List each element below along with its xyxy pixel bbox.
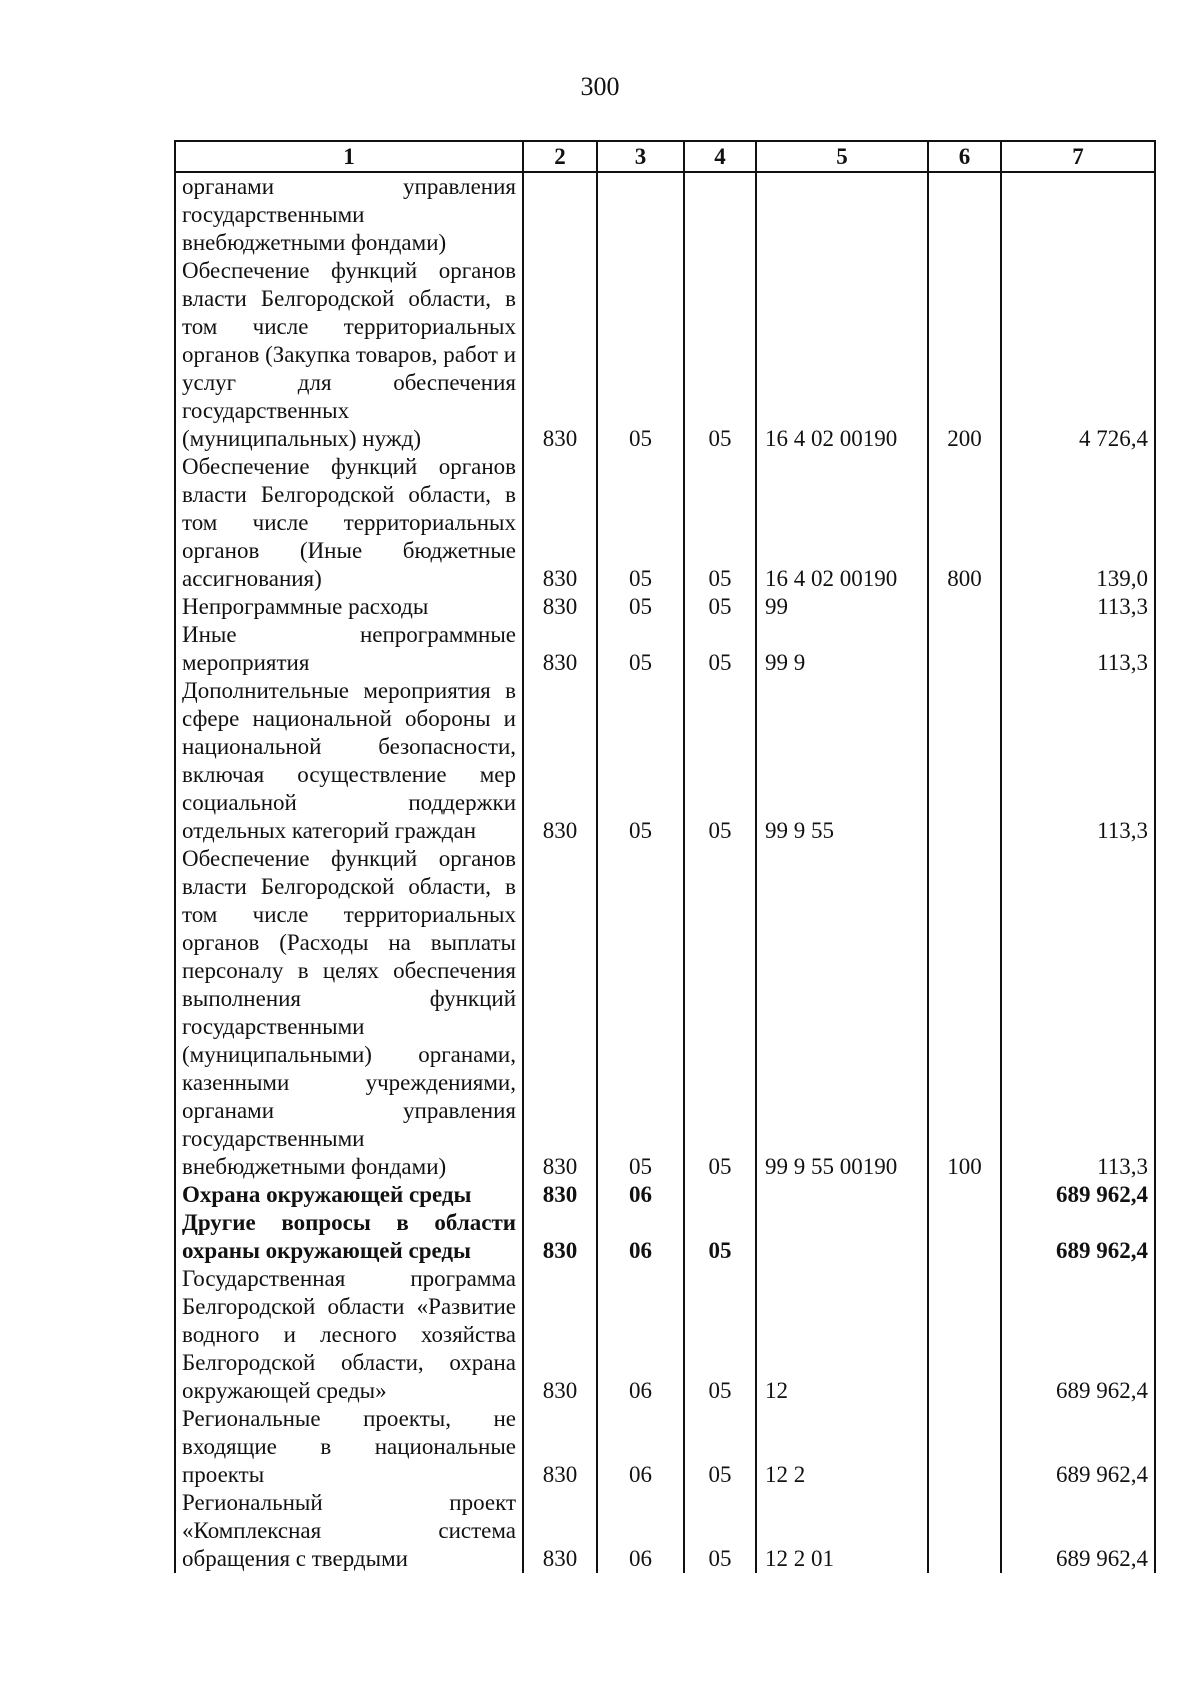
row-subsection-code: 05 [684, 453, 756, 593]
row-section-code [597, 172, 684, 257]
row-expense-type [928, 621, 1001, 677]
row-section-code: 06 [597, 1405, 684, 1489]
table-row [175, 1405, 1155, 1489]
row-target-article: 16 4 02 00190 [756, 257, 928, 453]
table-row [175, 845, 1155, 1181]
table-row [175, 257, 1155, 453]
row-description-text: Другие вопросы в области охраны окружающей среды [182, 1210, 516, 1263]
row-section-code: 05 [597, 593, 684, 621]
row-description-text: Иные непрограммные мероприятия [182, 622, 516, 675]
row-target-article: 12 2 [756, 1405, 928, 1489]
row-amount: 113,3 [1001, 677, 1155, 845]
row-target-article: 12 2 01 [756, 1489, 928, 1573]
row-subsection-code: 05 [684, 1489, 756, 1573]
row-description [175, 453, 523, 593]
row-subsection-code: 05 [684, 1209, 756, 1265]
budget-table [174, 140, 1156, 1573]
row-description [175, 1181, 523, 1209]
row-section-code: 06 [597, 1181, 684, 1209]
header-col-7: 7 [1001, 141, 1155, 172]
row-description-text: Охрана окружающей среды [182, 1182, 472, 1207]
table-row [175, 1181, 1155, 1209]
row-expense-type [928, 1209, 1001, 1265]
row-ministry-code: 830 [523, 1489, 597, 1573]
row-description [175, 1265, 523, 1405]
row-description [175, 593, 523, 621]
row-expense-type: 800 [928, 453, 1001, 593]
row-ministry-code: 830 [523, 593, 597, 621]
row-amount: 113,3 [1001, 593, 1155, 621]
row-section-code: 05 [597, 677, 684, 845]
header-col-3: 3 [597, 141, 684, 172]
row-subsection-code: 05 [684, 845, 756, 1181]
table-row [175, 621, 1155, 677]
row-section-code: 05 [597, 845, 684, 1181]
row-subsection-code: 05 [684, 621, 756, 677]
row-expense-type [928, 172, 1001, 257]
table-row [175, 1265, 1155, 1405]
page-number: 300 [580, 72, 620, 101]
row-expense-type: 100 [928, 845, 1001, 1181]
row-section-code: 05 [597, 453, 684, 593]
row-section-code: 06 [597, 1209, 684, 1265]
row-description-text: Дополнительные мероприятия в сфере национальной обороны и национальной безопасности, включая осуществление мер социальной поддержки отдельных категорий граждан [182, 678, 516, 843]
row-amount [1001, 172, 1155, 257]
row-description-text: органами управления государственными внебюджетными фондами) [182, 174, 516, 255]
row-description-text: Непрограммные расходы [182, 594, 429, 619]
row-section-code: 06 [597, 1489, 684, 1573]
row-amount: 689 962,4 [1001, 1405, 1155, 1489]
table-header-row [175, 141, 1155, 172]
row-subsection-code: 05 [684, 1265, 756, 1405]
row-expense-type [928, 593, 1001, 621]
row-amount: 4 726,4 [1001, 257, 1155, 453]
row-description-text: Региональный проект «Комплексная система обращения с твердыми [182, 1490, 516, 1571]
row-subsection-code [684, 172, 756, 257]
row-description [175, 257, 523, 453]
row-description-text: Обеспечение функций органов власти Белгородской области, в том числе территориальных органов (Расходы на выплаты персоналу в целях обеспечения выполнения функций государственными (муниципальными) органами, казенными учреждениями, органами управления государственными внебюджетными фондами) [182, 846, 516, 1179]
row-expense-type [928, 1181, 1001, 1209]
row-ministry-code: 830 [523, 621, 597, 677]
row-expense-type: 200 [928, 257, 1001, 453]
row-ministry-code: 830 [523, 453, 597, 593]
row-target-article: 16 4 02 00190 [756, 453, 928, 593]
row-target-article [756, 172, 928, 257]
header-col-6: 6 [928, 141, 1001, 172]
row-target-article: 99 9 [756, 621, 928, 677]
row-amount: 113,3 [1001, 845, 1155, 1181]
row-ministry-code [523, 172, 597, 257]
row-section-code: 06 [597, 1265, 684, 1405]
table-row [175, 1209, 1155, 1265]
row-target-article: 99 9 55 [756, 677, 928, 845]
row-description-text: Государственная программа Белгородской области «Развитие водного и лесного хозяйства Белгородской области, охрана окружающей среды» [182, 1266, 516, 1403]
table-row [175, 677, 1155, 845]
row-amount: 689 962,4 [1001, 1265, 1155, 1405]
row-expense-type [928, 1489, 1001, 1573]
row-expense-type [928, 1405, 1001, 1489]
row-description [175, 845, 523, 1181]
row-target-article: 99 [756, 593, 928, 621]
row-amount: 689 962,4 [1001, 1181, 1155, 1209]
budget-table-container [174, 140, 1154, 1708]
row-target-article [756, 1181, 928, 1209]
row-ministry-code: 830 [523, 1209, 597, 1265]
row-ministry-code: 830 [523, 1405, 597, 1489]
table-row [175, 1489, 1155, 1573]
row-description [175, 1405, 523, 1489]
row-description [175, 677, 523, 845]
row-amount: 689 962,4 [1001, 1209, 1155, 1265]
row-ministry-code: 830 [523, 257, 597, 453]
row-subsection-code: 05 [684, 677, 756, 845]
row-description-text: Обеспечение функций органов власти Белгородской области, в том числе территориальных органов (Иные бюджетные ассигнования) [182, 454, 516, 591]
table-body [175, 172, 1155, 1573]
row-ministry-code: 830 [523, 1265, 597, 1405]
row-section-code: 05 [597, 621, 684, 677]
row-subsection-code: 05 [684, 257, 756, 453]
row-description [175, 621, 523, 677]
row-ministry-code: 830 [523, 1181, 597, 1209]
header-col-4: 4 [684, 141, 756, 172]
row-description [175, 1209, 523, 1265]
row-description-text: Обеспечение функций органов власти Белгородской области, в том числе территориальных органов (Закупка товаров, работ и услуг для обеспечения государственных (муниципальных) нужд) [182, 258, 516, 451]
row-expense-type [928, 677, 1001, 845]
row-ministry-code: 830 [523, 677, 597, 845]
row-target-article: 12 [756, 1265, 928, 1405]
row-description-text: Региональные проекты, не входящие в национальные проекты [182, 1406, 516, 1487]
row-target-article [756, 1209, 928, 1265]
row-description [175, 172, 523, 257]
row-expense-type [928, 1265, 1001, 1405]
row-subsection-code [684, 1181, 756, 1209]
table-row [175, 453, 1155, 593]
row-description [175, 1489, 523, 1573]
header-col-2: 2 [523, 141, 597, 172]
row-amount: 113,3 [1001, 621, 1155, 677]
row-subsection-code: 05 [684, 593, 756, 621]
row-section-code: 05 [597, 257, 684, 453]
table-row [175, 172, 1155, 257]
row-target-article: 99 9 55 00190 [756, 845, 928, 1181]
row-amount: 139,0 [1001, 453, 1155, 593]
row-subsection-code: 05 [684, 1405, 756, 1489]
header-col-5: 5 [756, 141, 928, 172]
row-ministry-code: 830 [523, 845, 597, 1181]
table-row [175, 593, 1155, 621]
header-col-1: 1 [175, 141, 523, 172]
row-amount: 689 962,4 [1001, 1489, 1155, 1573]
